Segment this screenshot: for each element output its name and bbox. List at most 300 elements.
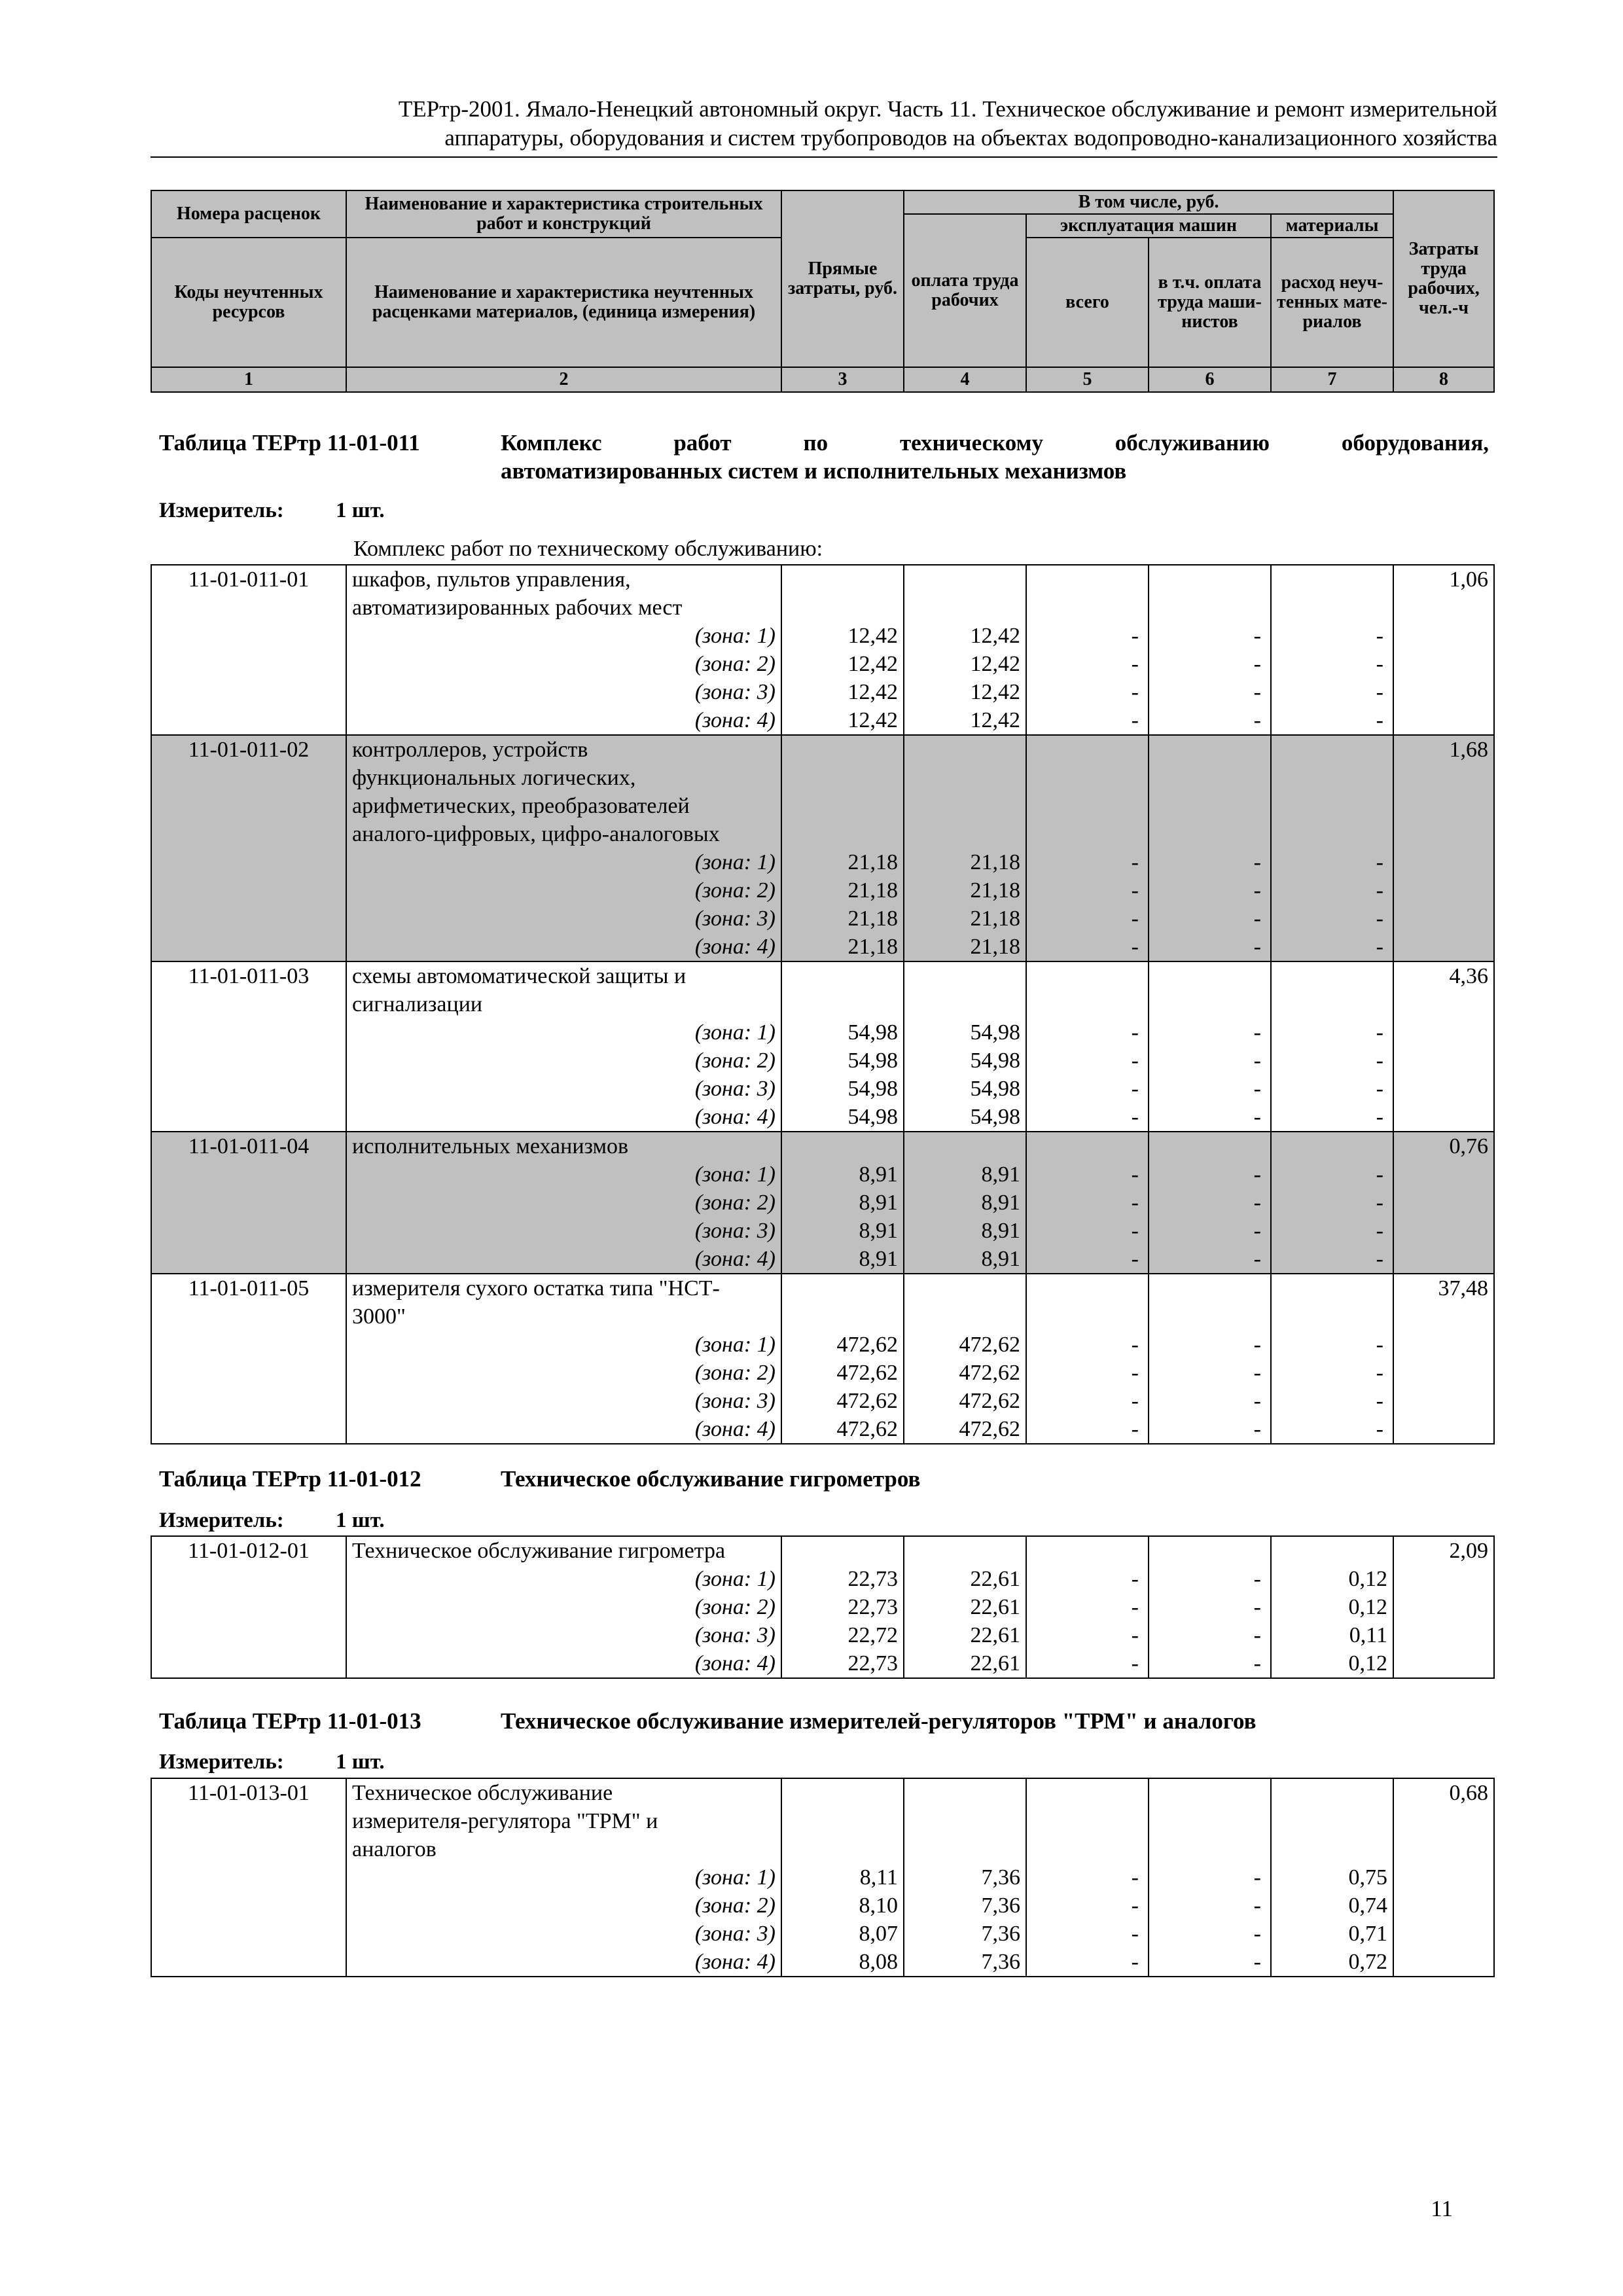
header-col1-top: Номера расценок xyxy=(151,190,346,238)
header-number: 8 xyxy=(1393,367,1494,392)
empty-cell xyxy=(781,1807,904,1835)
work-name: автоматизированных рабочих мест xyxy=(346,594,781,622)
machine-total: - xyxy=(1026,1948,1149,1977)
zone-row xyxy=(151,678,1494,706)
zone-label: (зона: 4) xyxy=(346,1103,781,1132)
empty-cell xyxy=(1271,1807,1393,1835)
direct-cost: 12,42 xyxy=(781,650,904,678)
empty-cell xyxy=(1271,735,1393,764)
zone-label: (зона: 2) xyxy=(346,1892,781,1920)
empty-cell xyxy=(1026,792,1149,820)
zone-row xyxy=(151,1047,1494,1075)
direct-cost: 8,91 xyxy=(781,1160,904,1189)
empty-cell xyxy=(1149,1807,1271,1835)
rate-code xyxy=(151,1302,346,1331)
empty-cell xyxy=(904,961,1026,990)
machinist-wage: - xyxy=(1149,1189,1271,1217)
labor-cost: 37,48 xyxy=(1393,1274,1494,1302)
machinist-wage: - xyxy=(1149,1359,1271,1387)
machine-total: - xyxy=(1026,1018,1149,1047)
zone-label: (зона: 4) xyxy=(346,1245,781,1274)
direct-cost: 21,18 xyxy=(781,848,904,876)
rate-code xyxy=(151,848,346,876)
empty-cell xyxy=(781,990,904,1018)
zone-label: (зона: 3) xyxy=(346,1217,781,1245)
table-row xyxy=(151,565,1494,594)
table-row xyxy=(151,1132,1494,1160)
rate-code xyxy=(151,1075,346,1103)
empty-cell xyxy=(904,1132,1026,1160)
direct-cost: 54,98 xyxy=(781,1075,904,1103)
work-name: сигнализации xyxy=(346,990,781,1018)
machinist-wage: - xyxy=(1149,706,1271,735)
rate-code xyxy=(151,876,346,905)
machinist-wage: - xyxy=(1149,1047,1271,1075)
direct-cost: 472,62 xyxy=(781,1359,904,1387)
worker-wage: 22,61 xyxy=(904,1593,1026,1621)
zone-label: (зона: 2) xyxy=(346,650,781,678)
empty-cell xyxy=(781,792,904,820)
direct-cost: 12,42 xyxy=(781,706,904,735)
table-title-line-2: автоматизированных систем и исполнительных механизмов xyxy=(501,458,1127,484)
zone-label: (зона: 2) xyxy=(346,1359,781,1387)
measure-value: 1 шт. xyxy=(336,1509,385,1532)
machinist-wage: - xyxy=(1149,1075,1271,1103)
table-code: Таблица ТЕРтр 11-01-011 xyxy=(159,430,420,456)
worker-wage: 472,62 xyxy=(904,1331,1026,1359)
worker-wage: 472,62 xyxy=(904,1415,1026,1444)
rate-code xyxy=(151,764,346,792)
machinist-wage: - xyxy=(1149,1415,1271,1444)
labor-cost xyxy=(1393,1415,1494,1444)
materials-cost: - xyxy=(1271,1103,1393,1132)
rate-code xyxy=(151,1621,346,1649)
worker-wage: 8,91 xyxy=(904,1189,1026,1217)
labor-cost xyxy=(1393,1892,1494,1920)
zone-label: (зона: 3) xyxy=(346,1920,781,1948)
table-row xyxy=(151,764,1494,792)
header-col2-bottom: Наименование и характеристика неучтенных расценками материалов, (единица измерения) xyxy=(346,238,781,367)
empty-cell xyxy=(781,1778,904,1807)
rate-code xyxy=(151,1359,346,1387)
empty-cell xyxy=(1026,1132,1149,1160)
empty-cell xyxy=(781,961,904,990)
empty-cell xyxy=(1271,565,1393,594)
zone-label: (зона: 1) xyxy=(346,1018,781,1047)
rate-code xyxy=(151,990,346,1018)
worker-wage: 21,18 xyxy=(904,848,1026,876)
worker-wage: 12,42 xyxy=(904,622,1026,650)
empty-cell xyxy=(781,594,904,622)
header-col1-bottom: Коды неучтенных ресурсов xyxy=(151,238,346,367)
table-row xyxy=(151,1778,1494,1807)
empty-cell xyxy=(904,1302,1026,1331)
materials-cost: - xyxy=(1271,1359,1393,1387)
labor-cost xyxy=(1393,1565,1494,1593)
running-head-line-2: аппаратуры, оборудования и систем трубопроводов на объектах водопроводно-канализационного хозяйства xyxy=(444,125,1497,151)
labor-cost xyxy=(1393,820,1494,848)
zone-row xyxy=(151,1565,1494,1593)
zone-row xyxy=(151,905,1494,933)
empty-cell xyxy=(904,735,1026,764)
worker-wage: 472,62 xyxy=(904,1359,1026,1387)
zone-label: (зона: 4) xyxy=(346,706,781,735)
empty-cell xyxy=(781,1835,904,1863)
header-col7: расход неуч- тенных мате- риалов xyxy=(1271,238,1393,367)
table-row xyxy=(151,1274,1494,1302)
machinist-wage: - xyxy=(1149,876,1271,905)
rate-code xyxy=(151,1217,346,1245)
empty-cell xyxy=(1026,565,1149,594)
rate-code: 11-01-013-01 xyxy=(151,1778,346,1807)
machine-total: - xyxy=(1026,622,1149,650)
machinist-wage: - xyxy=(1149,1565,1271,1593)
machine-total: - xyxy=(1026,1245,1149,1274)
machinist-wage: - xyxy=(1149,1649,1271,1678)
rate-code xyxy=(151,1189,346,1217)
labor-cost xyxy=(1393,1621,1494,1649)
measure-label: Измеритель: xyxy=(159,1509,284,1532)
rate-code xyxy=(151,1863,346,1892)
empty-cell xyxy=(1271,1132,1393,1160)
empty-cell xyxy=(1149,735,1271,764)
empty-cell xyxy=(1271,1536,1393,1565)
empty-cell xyxy=(1271,961,1393,990)
rate-code: 11-01-011-04 xyxy=(151,1132,346,1160)
zone-label: (зона: 4) xyxy=(346,1649,781,1678)
work-name: Техническое обслуживание гигрометра xyxy=(346,1536,781,1565)
work-name: аналого-цифровых, цифро-аналоговых xyxy=(346,820,781,848)
empty-cell xyxy=(1149,1302,1271,1331)
empty-cell xyxy=(1271,764,1393,792)
empty-cell xyxy=(1026,1778,1149,1807)
header-col6: в т.ч. оплата труда маши- нистов xyxy=(1149,238,1271,367)
rate-code xyxy=(151,594,346,622)
empty-cell xyxy=(1149,1132,1271,1160)
rate-code xyxy=(151,1103,346,1132)
direct-cost: 8,11 xyxy=(781,1863,904,1892)
labor-cost xyxy=(1393,1018,1494,1047)
rate-code xyxy=(151,1387,346,1415)
materials-cost: 0,12 xyxy=(1271,1649,1393,1678)
empty-cell xyxy=(1026,820,1149,848)
table-row xyxy=(151,1302,1494,1331)
direct-cost: 472,62 xyxy=(781,1387,904,1415)
empty-cell xyxy=(1026,1835,1149,1863)
zone-row xyxy=(151,1892,1494,1920)
empty-cell xyxy=(1026,1536,1149,1565)
materials-cost: - xyxy=(1271,848,1393,876)
empty-cell xyxy=(904,792,1026,820)
rate-code xyxy=(151,1245,346,1274)
rate-code xyxy=(151,820,346,848)
labor-cost: 0,68 xyxy=(1393,1778,1494,1807)
materials-cost: - xyxy=(1271,933,1393,961)
worker-wage: 21,18 xyxy=(904,905,1026,933)
labor-cost xyxy=(1393,792,1494,820)
rate-code: 11-01-011-01 xyxy=(151,565,346,594)
labor-cost xyxy=(1393,1359,1494,1387)
zone-label: (зона: 4) xyxy=(346,933,781,961)
measure-value: 1 шт. xyxy=(336,1750,385,1774)
rate-code xyxy=(151,933,346,961)
zone-row xyxy=(151,1621,1494,1649)
direct-cost: 21,18 xyxy=(781,876,904,905)
table-title-011 xyxy=(159,429,1489,488)
direct-cost: 472,62 xyxy=(781,1415,904,1444)
labor-cost: 0,76 xyxy=(1393,1132,1494,1160)
materials-cost: - xyxy=(1271,905,1393,933)
rate-code xyxy=(151,678,346,706)
empty-cell xyxy=(1271,820,1393,848)
zone-row xyxy=(151,1415,1494,1444)
rate-code xyxy=(151,706,346,735)
direct-cost: 22,72 xyxy=(781,1621,904,1649)
machine-total: - xyxy=(1026,706,1149,735)
materials-cost: - xyxy=(1271,1018,1393,1047)
labor-cost xyxy=(1393,1863,1494,1892)
worker-wage: 472,62 xyxy=(904,1387,1026,1415)
machinist-wage: - xyxy=(1149,1863,1271,1892)
table-row xyxy=(151,594,1494,622)
labor-cost xyxy=(1393,1217,1494,1245)
machine-total: - xyxy=(1026,1217,1149,1245)
materials-cost: - xyxy=(1271,1217,1393,1245)
rate-code xyxy=(151,1892,346,1920)
empty-cell xyxy=(1149,565,1271,594)
empty-cell xyxy=(1149,961,1271,990)
column-header-table xyxy=(151,190,1495,393)
direct-cost: 54,98 xyxy=(781,1018,904,1047)
header-number: 5 xyxy=(1026,367,1149,392)
labor-cost xyxy=(1393,1920,1494,1948)
work-name: измерителя сухого остатка типа "НСТ- xyxy=(346,1274,781,1302)
work-name: Техническое обслуживание xyxy=(346,1778,781,1807)
machinist-wage: - xyxy=(1149,1387,1271,1415)
labor-cost xyxy=(1393,764,1494,792)
header-col5: всего xyxy=(1026,238,1149,367)
table-row xyxy=(151,990,1494,1018)
zone-row xyxy=(151,1103,1494,1132)
labor-cost xyxy=(1393,1948,1494,1977)
machinist-wage: - xyxy=(1149,1245,1271,1274)
empty-cell xyxy=(904,1778,1026,1807)
machinist-wage: - xyxy=(1149,678,1271,706)
table-title-013 xyxy=(159,1707,1489,1736)
empty-cell xyxy=(904,820,1026,848)
zone-label: (зона: 1) xyxy=(346,1160,781,1189)
machinist-wage: - xyxy=(1149,905,1271,933)
zone-row xyxy=(151,933,1494,961)
direct-cost: 21,18 xyxy=(781,905,904,933)
materials-cost: - xyxy=(1271,1075,1393,1103)
work-name: исполнительных механизмов xyxy=(346,1132,781,1160)
materials-cost: 0,12 xyxy=(1271,1593,1393,1621)
zone-row xyxy=(151,1189,1494,1217)
labor-cost xyxy=(1393,1593,1494,1621)
direct-cost: 54,98 xyxy=(781,1047,904,1075)
zone-row xyxy=(151,1948,1494,1977)
materials-cost: - xyxy=(1271,650,1393,678)
header-col2-top: Наименование и характеристика строительных работ и конструкций xyxy=(346,190,781,238)
machinist-wage: - xyxy=(1149,1103,1271,1132)
empty-cell xyxy=(1026,1302,1149,1331)
worker-wage: 8,91 xyxy=(904,1160,1026,1189)
table-title-012 xyxy=(159,1465,1489,1494)
empty-cell xyxy=(781,1536,904,1565)
header-col8: Затраты труда рабочих, чел.-ч xyxy=(1393,190,1494,367)
header-number: 2 xyxy=(346,367,781,392)
labor-cost xyxy=(1393,1103,1494,1132)
zone-row xyxy=(151,1018,1494,1047)
worker-wage: 22,61 xyxy=(904,1621,1026,1649)
machine-total: - xyxy=(1026,1415,1149,1444)
zone-row xyxy=(151,706,1494,735)
rate-code xyxy=(151,1047,346,1075)
machinist-wage: - xyxy=(1149,1920,1271,1948)
header-number: 7 xyxy=(1271,367,1393,392)
direct-cost: 8,91 xyxy=(781,1217,904,1245)
machine-total: - xyxy=(1026,1103,1149,1132)
labor-cost xyxy=(1393,1245,1494,1274)
machine-total: - xyxy=(1026,1593,1149,1621)
worker-wage: 54,98 xyxy=(904,1075,1026,1103)
labor-cost xyxy=(1393,990,1494,1018)
machine-total: - xyxy=(1026,1047,1149,1075)
rate-code: 11-01-011-03 xyxy=(151,961,346,990)
labor-cost xyxy=(1393,848,1494,876)
table-code: Таблица ТЕРтр 11-01-012 xyxy=(159,1466,421,1492)
direct-cost: 21,18 xyxy=(781,933,904,961)
zone-row xyxy=(151,622,1494,650)
worker-wage: 22,61 xyxy=(904,1649,1026,1678)
rate-code xyxy=(151,1948,346,1977)
data-table-011 xyxy=(151,564,1495,1444)
empty-cell xyxy=(1149,764,1271,792)
zone-label: (зона: 2) xyxy=(346,1189,781,1217)
work-name: функциональных логических, xyxy=(346,764,781,792)
machine-total: - xyxy=(1026,1189,1149,1217)
empty-cell xyxy=(904,764,1026,792)
empty-cell xyxy=(781,1132,904,1160)
materials-cost: - xyxy=(1271,1189,1393,1217)
worker-wage: 21,18 xyxy=(904,876,1026,905)
empty-cell xyxy=(1149,792,1271,820)
rate-code xyxy=(151,650,346,678)
direct-cost: 472,62 xyxy=(781,1331,904,1359)
labor-cost xyxy=(1393,1807,1494,1835)
labor-cost xyxy=(1393,1649,1494,1678)
rate-code xyxy=(151,1920,346,1948)
machine-total: - xyxy=(1026,933,1149,961)
labor-cost xyxy=(1393,706,1494,735)
materials-cost: - xyxy=(1271,706,1393,735)
machinist-wage: - xyxy=(1149,1593,1271,1621)
measure-value: 1 шт. xyxy=(336,499,385,522)
labor-cost: 1,68 xyxy=(1393,735,1494,764)
zone-row xyxy=(151,1075,1494,1103)
materials-cost: 0,75 xyxy=(1271,1863,1393,1892)
direct-cost: 8,10 xyxy=(781,1892,904,1920)
rate-code xyxy=(151,1331,346,1359)
empty-cell xyxy=(1271,1778,1393,1807)
machinist-wage: - xyxy=(1149,650,1271,678)
zone-row xyxy=(151,1217,1494,1245)
work-name: схемы автомоматической защиты и xyxy=(346,961,781,990)
machine-total: - xyxy=(1026,678,1149,706)
page-number: 11 xyxy=(1431,2196,1453,2221)
header-number: 6 xyxy=(1149,367,1271,392)
labor-cost: 2,09 xyxy=(1393,1536,1494,1565)
measure-011 xyxy=(159,497,385,524)
running-head-line-1: ТЕРтр-2001. Ямало-Ненецкий автономный округ. Часть 11. Техническое обслуживание и ремонт измерительной xyxy=(398,96,1497,122)
zone-label: (зона: 3) xyxy=(346,678,781,706)
machinist-wage: - xyxy=(1149,1948,1271,1977)
worker-wage: 54,98 xyxy=(904,1047,1026,1075)
worker-wage: 7,36 xyxy=(904,1892,1026,1920)
labor-cost xyxy=(1393,622,1494,650)
empty-cell xyxy=(1271,1835,1393,1863)
zone-label: (зона: 2) xyxy=(346,1047,781,1075)
work-name: шкафов, пультов управления, xyxy=(346,565,781,594)
empty-cell xyxy=(781,1302,904,1331)
labor-cost xyxy=(1393,1160,1494,1189)
zone-row xyxy=(151,848,1494,876)
materials-cost: - xyxy=(1271,1415,1393,1444)
materials-cost: 0,71 xyxy=(1271,1920,1393,1948)
labor-cost xyxy=(1393,1331,1494,1359)
header-col4: оплата труда рабочих xyxy=(904,214,1026,367)
machinist-wage: - xyxy=(1149,933,1271,961)
labor-cost xyxy=(1393,650,1494,678)
empty-cell xyxy=(781,735,904,764)
rate-code: 11-01-011-02 xyxy=(151,735,346,764)
machine-total: - xyxy=(1026,1649,1149,1678)
zone-label: (зона: 4) xyxy=(346,1948,781,1977)
labor-cost xyxy=(1393,1047,1494,1075)
empty-cell xyxy=(1149,1536,1271,1565)
empty-cell xyxy=(1271,594,1393,622)
table-row xyxy=(151,1807,1494,1835)
machine-total: - xyxy=(1026,1621,1149,1649)
empty-cell xyxy=(1026,961,1149,990)
rate-code xyxy=(151,1593,346,1621)
zone-label: (зона: 3) xyxy=(346,1621,781,1649)
machinist-wage: - xyxy=(1149,1160,1271,1189)
zone-row xyxy=(151,1593,1494,1621)
empty-cell xyxy=(1271,792,1393,820)
work-name: 3000" xyxy=(346,1302,781,1331)
empty-cell xyxy=(781,1274,904,1302)
direct-cost: 12,42 xyxy=(781,622,904,650)
zone-row xyxy=(151,876,1494,905)
materials-cost: 0,12 xyxy=(1271,1565,1393,1593)
labor-cost xyxy=(1393,905,1494,933)
running-head-rule xyxy=(151,156,1497,158)
empty-cell xyxy=(781,565,904,594)
labor-cost xyxy=(1393,1387,1494,1415)
machine-total: - xyxy=(1026,848,1149,876)
zone-row xyxy=(151,1160,1494,1189)
labor-cost xyxy=(1393,933,1494,961)
section-intro: Комплекс работ по техническому обслуживанию: xyxy=(353,537,823,561)
table-title-line-1: Техническое обслуживание измерителей-регуляторов "ТРМ" и аналогов xyxy=(501,1708,1257,1734)
zone-row xyxy=(151,1387,1494,1415)
header-materials: материалы xyxy=(1271,214,1393,238)
direct-cost: 8,07 xyxy=(781,1920,904,1948)
header-machines: эксплуатация машин xyxy=(1026,214,1271,238)
empty-cell xyxy=(1271,1274,1393,1302)
